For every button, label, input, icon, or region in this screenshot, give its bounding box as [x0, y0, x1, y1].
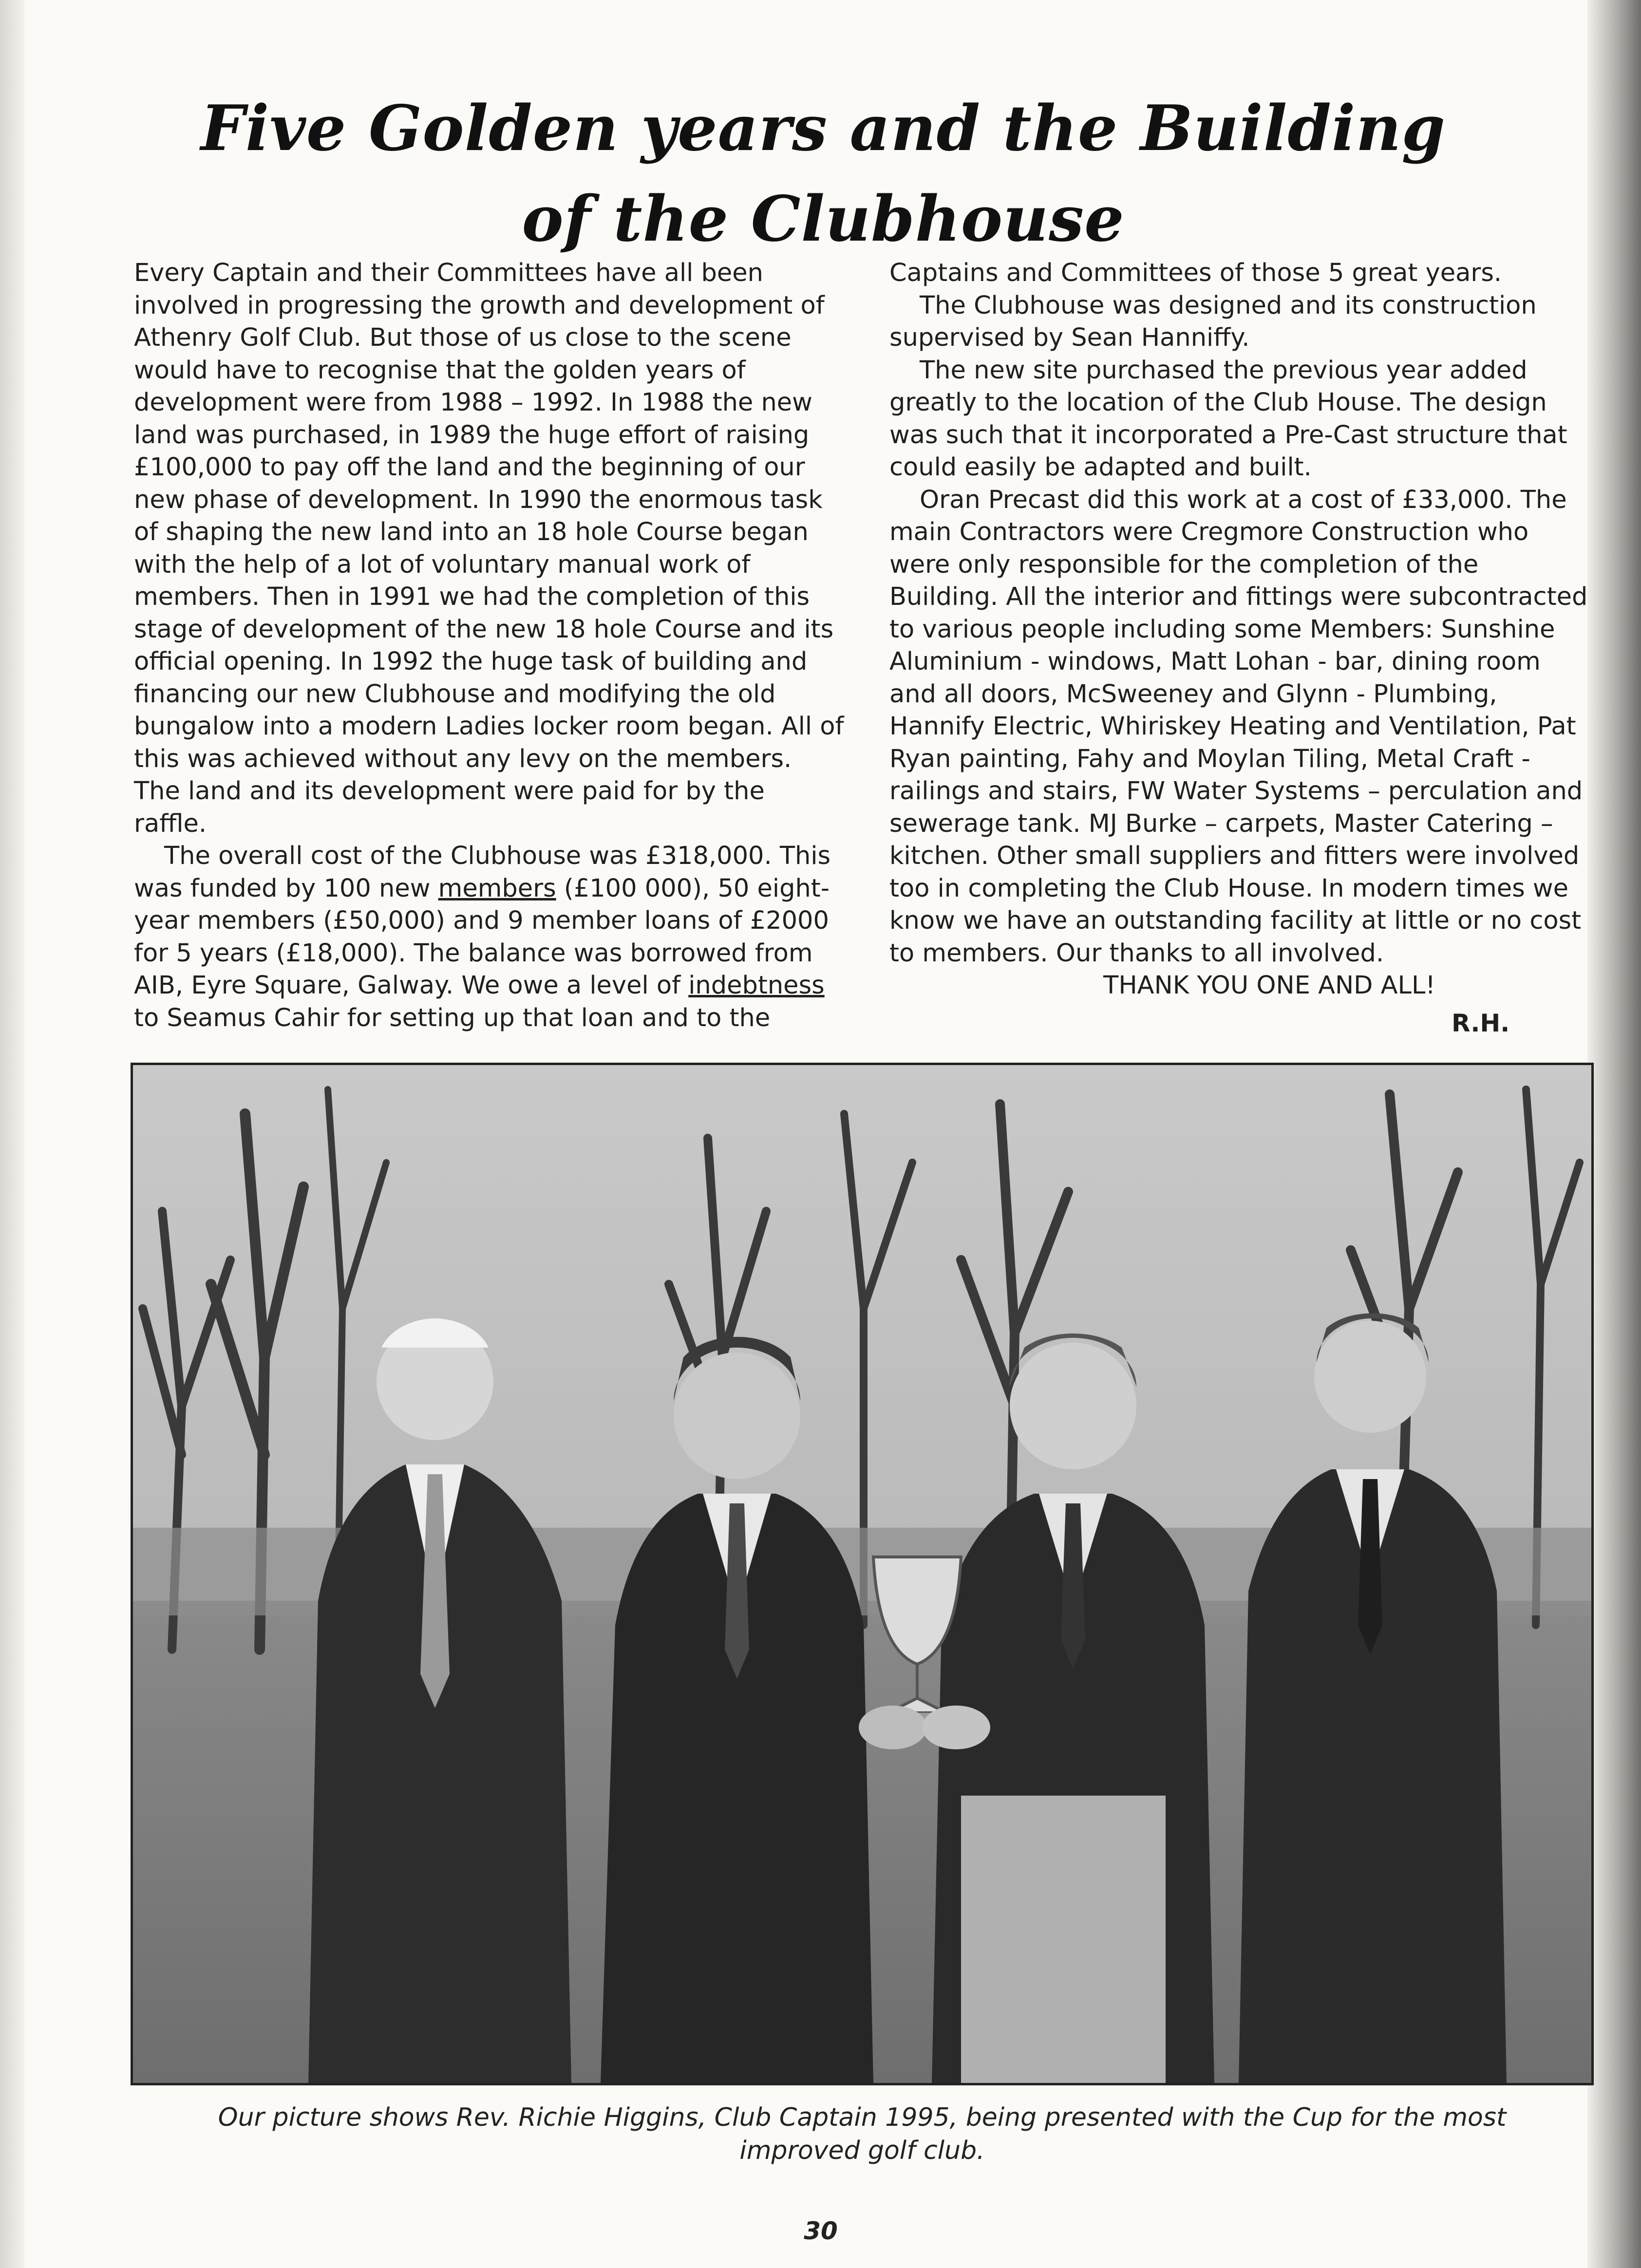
left-paragraph-2	[134, 840, 845, 1034]
underlined-members: members	[438, 874, 556, 903]
photo-caption: Our picture shows Rev. Richie Higgins, Club Captain 1995, being presented with the Cup for the most improved golf club.	[218, 2103, 1507, 2165]
page-edge-right	[1587, 0, 1641, 2268]
photo-illustration	[133, 1065, 1591, 2083]
left-column	[134, 257, 845, 1034]
group-photo	[131, 1063, 1594, 2085]
right-paragraph-2: The Clubhouse was designed and its construction supervised by Sean Hanniffy.	[889, 291, 1537, 352]
right-column	[889, 257, 1591, 1002]
left-paragraph-1: Every Captain and their Committees have all been involved in progressing the growth and development of Athenry Golf Club. But those of us close to the scene would have to recognise that the golden years of development were from 1988 – 1992. In 1988 the new land was purchased, in 1989 the huge effort of raising £100,000 to pay off the land and the beginning of our new phase of development. In 1990 the enormous task of shaping the new land into an 18 hole Course began with the help of a lot of voluntary manual work of members. Then in 1991 we had the completion of this stage of development of the new 18 hole Course and its official opening. In 1992 the huge task of building and financing our new Clubhouse and modifying the old bungalow into a modern Ladies locker room began. All of this was achieved without any levy on the members. The land and its development were paid for by the raffle.	[134, 259, 844, 838]
left-p2-text-b: (£100 000), 50 eight-year members (£50,000) and 9 member loans of £2000 for 5 years (£18,000). The balance was borrowed from AIB, Eyre Square, Galway. We owe a level of	[134, 874, 830, 1000]
right-paragraph-1: Captains and Committees of those 5 great years.	[889, 259, 1502, 287]
right-paragraph-3: The new site purchased the previous year added greatly to the location of the Club House. The design was such that it incorporated a Pre-Cast structure that could easily be adapted and built.	[889, 356, 1567, 482]
page-number: 30	[804, 2217, 838, 2245]
page-title-line-1: Five Golden years and the Building	[201, 92, 1446, 165]
author-initials: R.H.	[1452, 1009, 1510, 1037]
left-p2-text-c: to Seamus Cahir for setting up that loan and to the	[134, 1003, 771, 1032]
page-edge-left	[0, 0, 24, 2268]
right-paragraph-4: Oran Precast did this work at a cost of £33,000. The main Contractors were Cregmore Construction who were only responsible for the completion of the Building. All the interior and fittings were subcontracted to various people including some Members: Sunshine Aluminium - windows, Matt Lohan - bar, dining room and all doors, McSweeney and Glynn - Plumbing, Hannify Electric, Whiriskey Heating and Ventilation, Pat Ryan painting, Fahy and Moylan Tiling, Metal Craft - railings and stairs, FW Water Systems – perculation and sewerage tank. MJ Burke – carpets, Master Catering – kitchen. Other small suppliers and fitters were involved too in completing the Club House. In modern times we know we have an outstanding facility at little or no cost to members. Our thanks to all involved.	[889, 485, 1588, 968]
page-title-line-2: of the Clubhouse	[522, 183, 1125, 256]
left-p2-text-a: The overall cost of the Clubhouse was £318,000. This was funded by 100 new	[134, 842, 831, 903]
thanks-line: THANK YOU ONE AND ALL!	[1103, 971, 1435, 1000]
underlined-indebtness: indebtness	[688, 971, 825, 1000]
